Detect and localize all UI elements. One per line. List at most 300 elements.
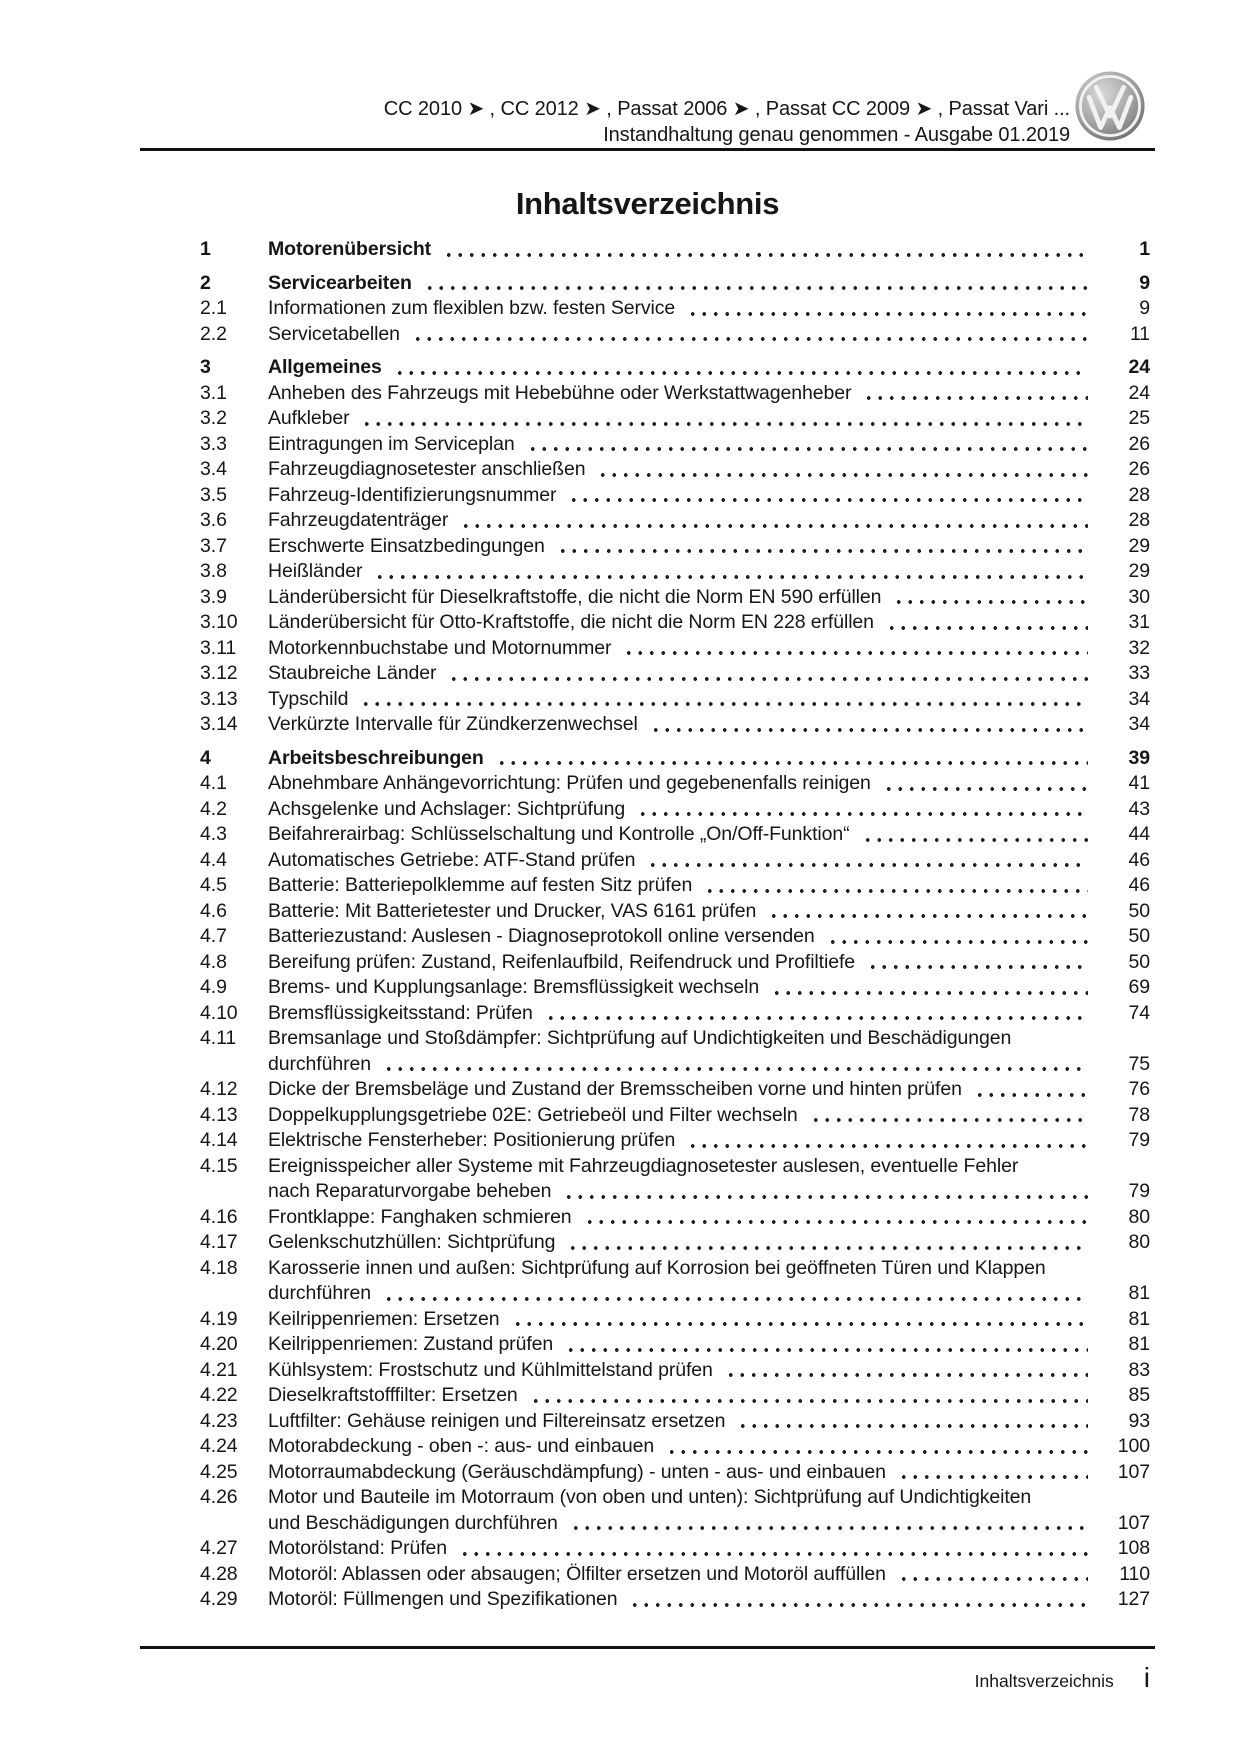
toc-entry-number: 4.2	[200, 797, 227, 820]
toc-entry-number: 3.1	[200, 381, 227, 404]
dot-leader	[629, 1587, 1088, 1613]
header-models-line: CC 2010 ➤ , CC 2012 ➤ , Passat 2006 ➤ , Passat CC 2009 ➤ , Passat Vari ...	[383, 98, 1070, 120]
toc-entry-body	[268, 873, 1150, 899]
toc-entry-title: Keilrippenriemen: Ersetzen	[268, 1307, 500, 1330]
toc-entry-lastline	[268, 508, 1150, 534]
table-of-contents	[200, 229, 1150, 1613]
toc-entry	[200, 1460, 1150, 1486]
toc-entry-body	[268, 1434, 1150, 1460]
toc-entry-lastline	[268, 1179, 1150, 1205]
toc-entry-title: Ereignisspeicher aller Systeme mit Fahrzeugdiagnosetester auslesen, eventuelle Fehler	[268, 1154, 1019, 1177]
dot-leader	[360, 687, 1088, 713]
header-divider	[140, 148, 1155, 151]
toc-entry	[200, 271, 1150, 297]
dot-leader	[512, 1307, 1088, 1333]
toc-entry-title: Servicearbeiten	[268, 271, 412, 294]
toc-entry-page: 74	[1128, 1001, 1150, 1024]
toc-entry-body	[268, 797, 1150, 823]
toc-entry-number: 4.15	[200, 1154, 238, 1177]
dot-leader	[771, 975, 1088, 1001]
toc-entry-lastline	[268, 1434, 1150, 1460]
toc-entry-body	[268, 457, 1150, 483]
dot-leader	[737, 1409, 1088, 1435]
toc-entry	[200, 381, 1150, 407]
toc-entry-body	[268, 1026, 1150, 1077]
dot-leader	[768, 899, 1088, 925]
toc-entry-lastline	[268, 1511, 1150, 1537]
toc-entry-lastline	[268, 1409, 1150, 1435]
toc-entry-page: 80	[1128, 1231, 1150, 1253]
toc-entry-number: 4.28	[200, 1562, 238, 1585]
toc-entry-lastline	[268, 975, 1150, 1001]
toc-entry-page: 34	[1128, 713, 1150, 735]
toc-entry-number: 4.20	[200, 1333, 238, 1355]
toc-entry-page: 39	[1128, 746, 1150, 769]
toc-entry-page: 108	[1117, 1537, 1150, 1559]
footer-divider	[140, 1646, 1155, 1649]
toc-entry-title: Bereifung prüfen: Zustand, Reifenlaufbild, Reifendruck und Profiltiefe	[268, 950, 856, 973]
toc-entry-number: 3.3	[200, 432, 227, 455]
toc-entry-lastline	[268, 381, 1150, 407]
toc-entry-page: 85	[1128, 1384, 1150, 1406]
toc-entry-page: 76	[1128, 1078, 1150, 1100]
dot-leader	[704, 873, 1088, 899]
toc-entry-title: Bremsanlage und Stoßdämpfer: Sichtprüfung auf Undichtigkeiten und Beschädigungen	[268, 1027, 1012, 1049]
toc-entry-title: Allgemeines	[268, 356, 382, 378]
toc-entry-number: 4.16	[200, 1205, 238, 1228]
toc-entry-page: 127	[1117, 1588, 1150, 1610]
toc-entry-lastline	[268, 237, 1150, 263]
toc-entry-lastline	[268, 534, 1150, 560]
toc-entry-number: 3.13	[200, 687, 238, 710]
toc-entry-lastline	[268, 355, 1150, 381]
toc-entry	[200, 457, 1150, 483]
toc-entry-page: 80	[1128, 1205, 1150, 1228]
toc-entry-number: 3	[200, 356, 211, 378]
toc-entry-body	[268, 585, 1150, 611]
toc-entry-body	[268, 924, 1150, 950]
toc-entry	[200, 975, 1150, 1001]
toc-entry-body	[268, 296, 1150, 322]
toc-entry-body	[268, 661, 1150, 687]
toc-entry-page: 83	[1128, 1358, 1150, 1381]
toc-entry-lastline	[268, 1536, 1150, 1562]
toc-entry	[200, 797, 1150, 823]
toc-entry-title: Abnehmbare Anhängevorrichtung: Prüfen und gegebenenfalls reinigen	[268, 772, 871, 794]
toc-entry	[200, 1358, 1150, 1384]
toc-entry-page: 46	[1128, 874, 1150, 896]
dot-leader	[565, 1332, 1088, 1358]
toc-entry-body	[268, 1536, 1150, 1562]
toc-entry-body	[268, 1409, 1150, 1435]
toc-entry	[200, 585, 1150, 611]
toc-entry-body	[268, 1077, 1150, 1103]
toc-entry-page: 11	[1129, 322, 1150, 345]
dot-leader	[650, 712, 1088, 738]
dot-leader	[496, 746, 1088, 772]
toc-entry	[200, 559, 1150, 585]
toc-entry-lastline	[268, 771, 1150, 797]
toc-entry-number: 3.5	[200, 483, 227, 506]
toc-entry-lastline	[268, 822, 1150, 848]
toc-entry-body	[268, 687, 1150, 713]
dot-leader	[725, 1358, 1088, 1384]
toc-entry-title: Bremsflüssigkeitsstand: Prüfen	[268, 1001, 533, 1024]
toc-entry-title: Informationen zum flexiblen bzw. festen Service	[268, 297, 676, 319]
toc-entry-lastline	[268, 457, 1150, 483]
toc-entry-page: 24	[1128, 356, 1150, 378]
toc-entry-lastline	[268, 712, 1150, 738]
toc-entry-page: 79	[1128, 1180, 1150, 1202]
toc-entry-title: Länderübersicht für Dieselkraftstoffe, die nicht die Norm EN 590 erfüllen	[268, 585, 882, 608]
toc-entry-body	[268, 381, 1150, 407]
toc-entry-lastline	[268, 1562, 1150, 1588]
toc-entry-number: 3.14	[200, 713, 238, 735]
toc-entry-lastline	[268, 661, 1150, 687]
toc-entry-lastline	[268, 797, 1150, 823]
dot-leader	[584, 1205, 1088, 1231]
dot-leader	[424, 271, 1088, 297]
toc-entry-number: 1	[200, 238, 211, 260]
toc-entry-body	[268, 848, 1150, 874]
toc-entry-page: 50	[1128, 925, 1150, 947]
toc-entry-title: durchführen	[268, 1052, 371, 1075]
toc-entry-number: 3.10	[200, 611, 238, 633]
toc-entry	[200, 822, 1150, 848]
toc-entry-page: 29	[1128, 534, 1150, 557]
dot-leader	[867, 950, 1088, 976]
toc-entry-lastline	[268, 610, 1150, 636]
toc-entry-page: 25	[1128, 407, 1150, 429]
toc-entry-number: 4	[200, 746, 211, 769]
toc-entry-page: 29	[1128, 560, 1150, 582]
toc-entry-body	[268, 322, 1150, 348]
toc-entry-number: 4.9	[200, 976, 227, 998]
dot-leader	[460, 508, 1088, 534]
toc-entry-body	[268, 1383, 1150, 1409]
toc-entry-body	[268, 1587, 1150, 1613]
dot-leader	[637, 797, 1088, 823]
toc-entry-page: 28	[1128, 483, 1150, 506]
toc-entry-lastline	[268, 687, 1150, 713]
toc-entry-body	[268, 559, 1150, 585]
toc-entry-lastline	[268, 432, 1150, 458]
toc-entry-page: 81	[1128, 1307, 1150, 1330]
toc-entry	[200, 771, 1150, 797]
dot-leader	[883, 771, 1088, 797]
toc-entry-lastline	[268, 1307, 1150, 1333]
toc-entry-lastline	[268, 848, 1150, 874]
toc-entry-page: 33	[1128, 662, 1150, 684]
toc-entry-body	[268, 1205, 1150, 1231]
toc-entry-number: 3.12	[200, 662, 238, 684]
toc-entry-body	[268, 237, 1150, 263]
toc-entry-title: Brems- und Kupplungsanlage: Bremsflüssigkeit wechseln	[268, 976, 760, 998]
toc-entry	[200, 508, 1150, 534]
toc-entry-page: 30	[1128, 585, 1150, 608]
toc-entry-lastline	[268, 924, 1150, 950]
toc-entry-title: Motorabdeckung - oben -: aus- und einbauen	[268, 1435, 655, 1457]
toc-entry-number: 3.7	[200, 534, 227, 557]
toc-entry-page: 31	[1128, 611, 1150, 633]
toc-entry-title: Doppelkupplungsgetriebe 02E: Getriebeöl und Filter wechseln	[268, 1103, 798, 1126]
toc-entry-body	[268, 1001, 1150, 1027]
toc-entry-number: 4.5	[200, 874, 227, 896]
toc-entry	[200, 848, 1150, 874]
dot-leader	[827, 924, 1088, 950]
toc-entry-lastline	[268, 585, 1150, 611]
toc-entry-page: 41	[1128, 772, 1150, 794]
toc-entry	[200, 1230, 1150, 1256]
toc-entry-lastline	[268, 899, 1150, 925]
toc-entry	[200, 1332, 1150, 1358]
toc-entry-body	[268, 746, 1150, 772]
page-header	[384, 96, 1070, 148]
toc-entry-number: 4.8	[200, 950, 227, 973]
toc-entry	[200, 610, 1150, 636]
dot-leader	[570, 1511, 1088, 1537]
toc-entry-body	[268, 1128, 1150, 1154]
toc-entry-number: 4.6	[200, 899, 227, 922]
toc-entry-lastline	[268, 1001, 1150, 1027]
dot-leader	[374, 559, 1088, 585]
toc-entry-title: Frontklappe: Fanghaken schmieren	[268, 1205, 572, 1228]
toc-entry-title: Fahrzeug-Identifizierungsnummer	[268, 483, 557, 506]
toc-entry-lastline	[268, 1358, 1150, 1384]
dot-leader	[567, 1230, 1088, 1256]
toc-entry	[200, 1077, 1150, 1103]
toc-entry-title: Motor und Bauteile im Motorraum (von oben und unten): Sichtprüfung auf Undichtigkeiten	[268, 1486, 1032, 1508]
toc-entry	[200, 636, 1150, 662]
toc-entry-number: 4.22	[200, 1384, 238, 1406]
dot-leader	[459, 1536, 1088, 1562]
toc-entry-title: Verkürzte Intervalle für Zündkerzenwechsel	[268, 713, 638, 735]
toc-entry-number: 4.12	[200, 1078, 238, 1100]
dot-leader	[810, 1103, 1088, 1129]
toc-entry-title: Beifahrerairbag: Schlüsselschaltung und Kontrolle „On/Off-Funktion“	[268, 823, 850, 845]
toc-entry-title: Typschild	[268, 687, 349, 710]
toc-entry	[200, 1409, 1150, 1435]
toc-entry-number: 2.2	[200, 322, 227, 345]
toc-entry-body	[268, 1230, 1150, 1256]
toc-entry-page: 110	[1119, 1562, 1150, 1585]
toc-entry-number: 4.13	[200, 1103, 238, 1126]
toc-entry-number: 4.10	[200, 1001, 238, 1024]
toc-entry-title: Batterie: Mit Batterietester und Drucker, VAS 6161 prüfen	[268, 899, 757, 922]
toc-entry-title: Motoröl: Füllmengen und Spezifikationen	[268, 1588, 618, 1610]
toc-entry-body	[268, 975, 1150, 1001]
dot-leader	[394, 355, 1088, 381]
toc-entry	[200, 483, 1150, 509]
toc-entry-page: 28	[1128, 509, 1150, 531]
toc-entry	[200, 899, 1150, 925]
toc-entry-number: 4.11	[200, 1027, 237, 1049]
toc-entry-title: Motorölstand: Prüfen	[268, 1537, 448, 1559]
toc-entry-number: 4.24	[200, 1435, 238, 1457]
toc-entry-page: 1	[1139, 238, 1150, 260]
page-footer	[975, 1662, 1150, 1694]
toc-entry	[200, 355, 1150, 381]
toc-entry-lastline	[268, 1230, 1150, 1256]
toc-entry-lastline	[268, 950, 1150, 976]
toc-entry-body	[268, 1154, 1150, 1205]
toc-entry-number: 2	[200, 271, 211, 294]
dot-leader	[412, 322, 1088, 348]
toc-entry-lastline	[268, 1205, 1150, 1231]
toc-entry	[200, 1001, 1150, 1027]
toc-entry-title: Servicetabellen	[268, 322, 400, 345]
toc-entry-page: 107	[1117, 1511, 1150, 1534]
toc-entry-title: Kühlsystem: Frostschutz und Kühlmittelstand prüfen	[268, 1358, 713, 1381]
toc-entry-body	[268, 1460, 1150, 1486]
dot-leader	[361, 406, 1088, 432]
dot-leader	[666, 1434, 1088, 1460]
toc-entry-body	[268, 822, 1150, 848]
toc-entry-number: 4.25	[200, 1460, 238, 1483]
dot-leader	[863, 381, 1088, 407]
toc-entry-number: 4.4	[200, 848, 227, 871]
toc-entry-body	[268, 610, 1150, 636]
dot-leader	[383, 1281, 1088, 1307]
toc-entry-title: Staubreiche Länder	[268, 662, 437, 684]
toc-entry-page: 100	[1117, 1435, 1150, 1457]
toc-entry-body	[268, 355, 1150, 381]
dot-leader	[597, 457, 1088, 483]
toc-entry	[200, 322, 1150, 348]
toc-entry-body	[268, 1562, 1150, 1588]
toc-entry-page: 9	[1139, 271, 1150, 294]
toc-entry-number: 4.14	[200, 1129, 238, 1151]
toc-entry-page: 46	[1128, 848, 1150, 871]
toc-entry	[200, 237, 1150, 263]
toc-entry-title: Dieselkraftstofffilter: Ersetzen	[268, 1384, 518, 1406]
toc-entry-body	[268, 534, 1150, 560]
toc-entry-lastline	[268, 873, 1150, 899]
footer-page-number: i	[1143, 1662, 1150, 1693]
toc-entry-page: 32	[1128, 636, 1150, 659]
toc-entry-lastline	[268, 1052, 1150, 1078]
toc-entry-number: 4.23	[200, 1409, 238, 1432]
dot-leader	[687, 1128, 1088, 1154]
dot-leader	[898, 1562, 1088, 1588]
toc-entry	[200, 712, 1150, 738]
toc-entry-page: 50	[1128, 899, 1150, 922]
toc-entry-body	[268, 1485, 1150, 1536]
dot-leader	[545, 1001, 1088, 1027]
toc-entry-body	[268, 636, 1150, 662]
toc-entry-title: durchführen	[268, 1282, 371, 1304]
toc-entry-lastline	[268, 559, 1150, 585]
toc-entry-title: Achsgelenke und Achslager: Sichtprüfung	[268, 797, 626, 820]
toc-entry-title: und Beschädigungen durchführen	[268, 1511, 558, 1534]
toc-entry-number: 4.7	[200, 925, 227, 947]
toc-entry-title: Eintragungen im Serviceplan	[268, 432, 515, 455]
toc-entry-title: Gelenkschutzhüllen: Sichtprüfung	[268, 1231, 556, 1253]
toc-entry-title: Elektrische Fensterheber: Positionierung prüfen	[268, 1129, 676, 1151]
toc-entry	[200, 1128, 1150, 1154]
toc-entry-title: Karosserie innen und außen: Sichtprüfung auf Korrosion bei geöffneten Türen und Klappen	[268, 1256, 1046, 1279]
toc-entry-page: 81	[1128, 1333, 1150, 1355]
toc-entry	[200, 534, 1150, 560]
toc-entry-body	[268, 1103, 1150, 1129]
dot-leader	[893, 585, 1088, 611]
toc-entry-lastline	[268, 1587, 1150, 1613]
toc-entry-title: Motoröl: Ablassen oder absaugen; Ölfilter ersetzen und Motoröl auffüllen	[268, 1562, 886, 1585]
dot-leader	[898, 1460, 1088, 1486]
toc-entry-number: 4.3	[200, 823, 227, 845]
toc-entry	[200, 432, 1150, 458]
toc-entry-number: 3.2	[200, 407, 227, 429]
toc-entry	[200, 924, 1150, 950]
dot-leader	[886, 610, 1088, 636]
toc-entry	[200, 687, 1150, 713]
toc-entry-body	[268, 1307, 1150, 1333]
dot-leader	[974, 1077, 1088, 1103]
dot-leader	[623, 636, 1088, 662]
toc-entry-title: Heißländer	[268, 560, 363, 582]
toc-entry-page: 26	[1128, 458, 1150, 480]
dot-leader	[557, 534, 1088, 560]
toc-entry-lastline	[268, 322, 1150, 348]
toc-entry	[200, 950, 1150, 976]
toc-entry-page: 93	[1128, 1409, 1150, 1432]
toc-entry	[200, 1587, 1150, 1613]
toc-entry-body	[268, 899, 1150, 925]
toc-entry-lastline	[268, 406, 1150, 432]
toc-entry-page: 44	[1128, 823, 1150, 845]
toc-entry-lastline	[268, 1128, 1150, 1154]
toc-entry-title: Motorraumabdeckung (Geräuschdämpfung) - unten - aus- und einbauen	[268, 1460, 886, 1483]
vw-logo-icon	[1074, 70, 1146, 142]
toc-entry-body	[268, 483, 1150, 509]
toc-entry-page: 78	[1128, 1103, 1150, 1126]
toc-entry-body	[268, 1332, 1150, 1358]
toc-entry-title: Anheben des Fahrzeugs mit Hebebühne oder Werkstattwagenheber	[268, 381, 852, 404]
toc-entry-lastline	[268, 1383, 1150, 1409]
toc-entry-title: Arbeitsbeschreibungen	[268, 746, 484, 769]
toc-entry-lastline	[268, 636, 1150, 662]
toc-entry-title: nach Reparaturvorgabe beheben	[268, 1180, 552, 1202]
toc-entry-number: 3.8	[200, 560, 227, 582]
toc-entry-number: 4.1	[200, 772, 227, 794]
toc-entry-number: 4.27	[200, 1537, 238, 1559]
dot-leader	[443, 237, 1088, 263]
page-title: Inhaltsverzeichnis	[515, 186, 780, 221]
toc-entry-title: Dicke der Bremsbeläge und Zustand der Bremsscheiben vorne und hinten prüfen	[268, 1078, 962, 1100]
toc-entry-title: Keilrippenriemen: Zustand prüfen	[268, 1333, 554, 1355]
toc-entry-number: 3.11	[200, 636, 237, 659]
toc-entry-title: Automatisches Getriebe: ATF-Stand prüfen	[268, 848, 636, 871]
toc-entry-number: 2.1	[200, 297, 227, 319]
toc-entry-lastline	[268, 1460, 1150, 1486]
dot-leader	[568, 483, 1088, 509]
toc-entry	[200, 1485, 1150, 1536]
toc-entry	[200, 1026, 1150, 1077]
toc-entry-title: Länderübersicht für Otto-Kraftstoffe, die nicht die Norm EN 228 erfüllen	[268, 611, 874, 633]
toc-entry-page: 50	[1128, 950, 1150, 973]
toc-entry-title: Luftfilter: Gehäuse reinigen und Filtereinsatz ersetzen	[268, 1409, 726, 1432]
toc-entry	[200, 1307, 1150, 1333]
dot-leader	[448, 661, 1088, 687]
dot-leader	[527, 432, 1088, 458]
toc-entry-lastline	[268, 271, 1150, 297]
toc-entry-body	[268, 508, 1150, 534]
toc-entry-body	[268, 771, 1150, 797]
toc-entry-title: Motorenübersicht	[268, 238, 432, 260]
toc-entry-title: Erschwerte Einsatzbedingungen	[268, 534, 545, 557]
toc-entry	[200, 296, 1150, 322]
toc-entry	[200, 1434, 1150, 1460]
